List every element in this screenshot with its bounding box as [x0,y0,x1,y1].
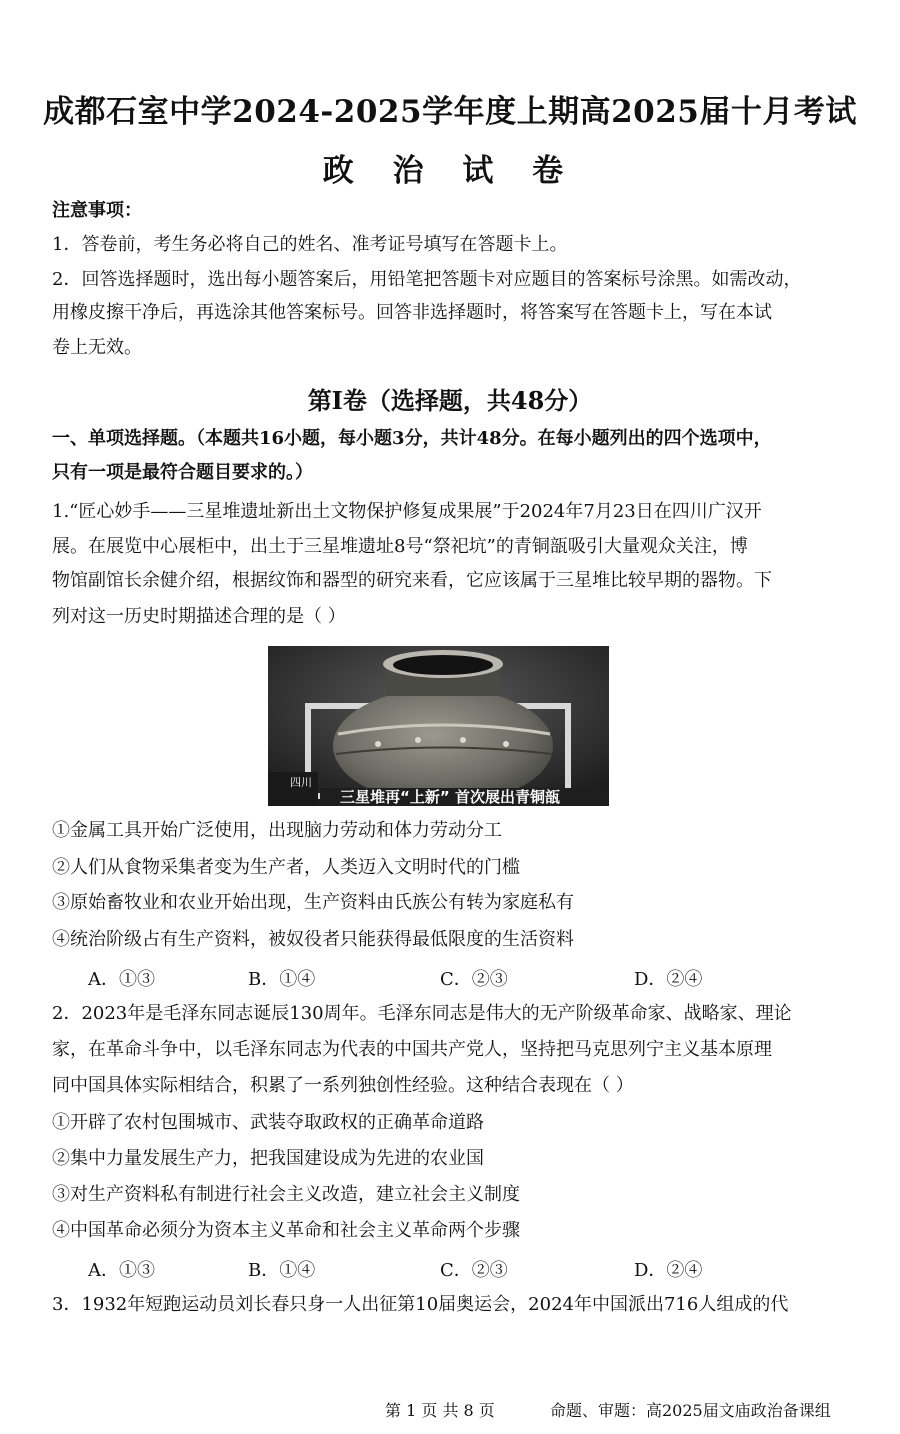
subject-title: 政 治 试 卷 [322,153,578,189]
q2-statement-2: ②集中力量发展生产力，把我国建设成为先进的农业国 [52,1148,484,1169]
q1-stem-line-4: 列对这一历史时期描述合理的是（ ） [52,606,346,627]
q2-statement-1: ①开辟了农村包围城市、武装夺取政权的正确革命道路 [52,1112,484,1133]
page-number: 第 1 页 共 8 页 [385,1401,495,1420]
q3-stem-line-1: 3．1932年短跑运动员刘长春只身一人出征第10届奥运会，2024年中国派出716人组成的代 [52,1294,789,1315]
q1-option-c: C．②③ [440,969,508,990]
q2-option-b: B．①④ [248,1260,316,1281]
footer-credit: 命题、审题：高2025届文庙政治备课组 [550,1401,831,1420]
q1-option-a: A．①③ [88,969,155,990]
q1-stem-line-1: 1.“匠心妙手——三星堆遗址新出土文物保护修复成果展”于2024年7月23日在四川广汉开 [52,501,762,522]
q1-option-b: B．①④ [248,969,316,990]
q2-option-d: D．②④ [634,1260,703,1281]
q2-stem-line-2: 家，在革命斗争中，以毛泽东同志为代表的中国共产党人，坚持把马克思列宁主义基本原理 [52,1039,772,1060]
notice-heading: 注意事项： [52,200,142,221]
photo-location-tag: 四川 [290,776,312,789]
notice-item-1: 1．答卷前，考生务必将自己的姓名、准考证号填写在答题卡上。 [52,234,568,255]
q2-stem-line-1: 2．2023年是毛泽东同志诞辰130周年。毛泽东同志是伟大的无产阶级革命家、战略家、理论 [52,1003,792,1024]
q2-statement-3: ③对生产资料私有制进行社会主义改造，建立社会主义制度 [52,1184,520,1205]
q1-statement-1: ①金属工具开始广泛使用，出现脑力劳动和体力劳动分工 [52,820,502,841]
part1-instruction-line-1: 一、单项选择题。（本题共16小题，每小题3分，共计48分。在每小题列出的四个选项中， [52,428,772,449]
q1-statement-4: ④统治阶级占有生产资料，被奴役者只能获得最低限度的生活资料 [52,929,574,950]
bronze-vessel-photo [268,646,609,806]
exam-title: 成都石室中学2024-2025学年度上期高2025届十月考试 [43,94,857,130]
notice-item-2-line-1: 2．回答选择题时，选出每小题答案后，用铅笔把答题卡对应题目的答案标号涂黑。如需改动， [52,269,802,290]
q1-stem-line-3: 物馆副馆长余健介绍，根据纹饰和器型的研究来看，它应该属于三星堆比较早期的器物。下 [52,570,772,591]
q1-statement-2: ②人们从食物采集者变为生产者，人类迈入文明时代的门槛 [52,857,520,878]
notice-item-2-line-2: 用橡皮擦干净后，再选涂其他答案标号。回答非选择题时，将答案写在答题卡上，写在本试 [52,302,772,323]
q1-stem-line-2: 展。在展览中心展柜中，出土于三星堆遗址8号“祭祀坑”的青铜瓿吸引大量观众关注，博 [52,536,748,557]
q2-option-c: C．②③ [440,1260,508,1281]
bronze-vessel-illustration [268,646,609,806]
q1-option-d: D．②④ [634,969,703,990]
q1-statement-3: ③原始畜牧业和农业开始出现，生产资料由氏族公有转为家庭私有 [52,892,574,913]
notice-item-2-line-3: 卷上无效。 [52,337,142,358]
q2-stem-line-3: 同中国具体实际相结合，积累了一系列独创性经验。这种结合表现在（ ） [52,1075,634,1096]
q2-option-a: A．①③ [88,1260,155,1281]
part1-instruction-line-2: 只有一项是最符合题目要求的。） [52,462,313,483]
section-title: 第Ⅰ卷（选择题，共48分） [307,386,593,415]
photo-caption: 三星堆再“上新” 首次展出青铜瓿 [340,788,560,806]
q2-statement-4: ④中国革命必须分为资本主义革命和社会主义革命两个步骤 [52,1220,520,1241]
